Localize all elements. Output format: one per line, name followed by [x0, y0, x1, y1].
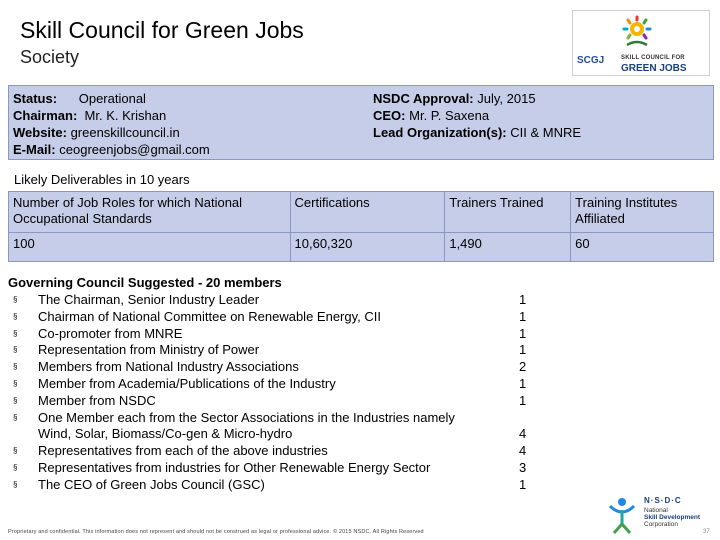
list-item-count: 1	[519, 392, 527, 408]
nsdc-logo	[604, 496, 716, 536]
bullet-icon: §	[13, 378, 18, 388]
scgj-short-label: SCGJ	[577, 55, 605, 66]
list-item	[8, 309, 538, 326]
page-number: 37	[703, 529, 710, 535]
bullet-icon: §	[13, 345, 18, 355]
list-item-text: Representation from Ministry of Power	[38, 342, 260, 358]
table-header-cell: Number of Job Roles for which National Occupational Standards	[9, 192, 291, 233]
list-item-count: 4	[519, 443, 527, 459]
table-cell: 1,490	[445, 233, 571, 262]
list-item	[8, 426, 538, 443]
list-item	[8, 326, 538, 343]
deliverables-table	[8, 191, 714, 262]
list-item-text: The Chairman, Senior Industry Leader	[38, 292, 260, 307]
list-item-count: 4	[519, 426, 527, 442]
bullet-icon: §	[13, 462, 18, 472]
list-item-count: 1	[519, 476, 527, 492]
nsdc-approval-value: July, 2015	[477, 91, 536, 106]
lead-org-value: CII & MNRE	[510, 125, 582, 140]
chairman-line: Chairman: Mr. K. Krishan	[13, 108, 167, 123]
bullet-icon: §	[13, 412, 18, 422]
nsdc-figure-logo-icon	[604, 496, 640, 534]
footer-disclaimer: Proprietary and confidential. This information does not represent and should not be construed as legal or professional advice. © 2015 NSDC. All Rights Reserved	[8, 529, 424, 535]
page-title: Skill Council for Green Jobs	[20, 17, 304, 43]
email-value: ceogreenjobs@gmail.com	[59, 142, 210, 157]
list-item	[8, 359, 538, 376]
list-item	[8, 376, 538, 393]
page-subtitle: Society	[20, 47, 80, 67]
info-panel	[8, 85, 714, 160]
table-cell: 60	[571, 233, 714, 262]
table-header-cell: Training Institutes Affiliated	[571, 192, 714, 233]
list-item	[8, 342, 538, 359]
list-item-text: The CEO of Green Jobs Council (GSC)	[38, 476, 265, 492]
ceo-line: CEO: Mr. P. Saxena	[373, 108, 490, 123]
bullet-icon: §	[13, 446, 18, 456]
website-line: Website: greenskillcouncil.in	[13, 125, 180, 140]
status-line: Status: Operational	[13, 91, 146, 106]
list-item-count: 1	[519, 375, 527, 391]
nsdc-approval-line: NSDC Approval: July, 2015	[373, 91, 536, 106]
chairman-value: Mr. K. Krishan	[84, 108, 167, 123]
logo-line2: GREEN JOBS	[621, 63, 687, 74]
list-item-text: One Member each from the Sector Associations in the Industries namely	[38, 409, 455, 425]
table-header-row	[9, 192, 714, 233]
list-item-text: Member from Academia/Publications of the Industry	[38, 375, 336, 391]
list-item-count: 2	[519, 359, 527, 375]
website-value: greenskillcouncil.in	[70, 125, 180, 140]
list-item-text: Representatives from each of the above industries	[38, 443, 328, 459]
table-header-cell: Certifications	[290, 192, 445, 233]
email-line: E-Mail: ceogreenjobs@gmail.com	[13, 142, 210, 157]
table-header-cell: Trainers Trained	[445, 192, 571, 233]
list-item-text: Members from National Industry Associations	[38, 359, 299, 375]
table-row	[9, 233, 714, 262]
nsdc-line1: National	[644, 507, 668, 514]
bullet-icon: §	[13, 479, 18, 489]
table-cell: 10,60,320	[290, 233, 445, 262]
list-item-text: Chairman of National Committee on Renewable Energy, CII	[38, 308, 381, 324]
bullet-icon: §	[13, 295, 18, 304]
status-value: Operational	[78, 91, 146, 106]
list-item-count: 1	[519, 308, 527, 324]
ceo-value: Mr. P. Saxena	[409, 108, 490, 123]
list-item	[8, 460, 538, 477]
list-item	[8, 292, 538, 309]
list-item	[8, 443, 538, 460]
list-item	[8, 477, 538, 494]
sun-figures-logo-icon	[617, 15, 657, 53]
deliverables-title: Likely Deliverables in 10 years	[14, 172, 190, 187]
lead-org-line: Lead Organization(s): CII & MNRE	[373, 125, 582, 140]
nsdc-title: N·S·D·C	[644, 496, 682, 505]
list-item-text: Co-promoter from MNRE	[38, 325, 183, 341]
list-item-text: Member from NSDC	[38, 392, 156, 408]
logo-line1: SKILL COUNCIL FOR	[621, 55, 685, 61]
scgj-logo	[572, 10, 710, 76]
list-item	[8, 393, 538, 410]
council-list	[8, 292, 538, 494]
list-item-count: 1	[519, 342, 527, 358]
bullet-icon: §	[13, 395, 18, 405]
council-title: Governing Council Suggested - 20 members	[8, 275, 282, 290]
nsdc-line3: Corporation	[644, 521, 678, 528]
bullet-icon: §	[13, 311, 18, 321]
bullet-icon: §	[13, 328, 18, 338]
list-item-count: 1	[519, 325, 527, 341]
nsdc-line2: Skill Development	[644, 514, 700, 521]
list-item-count: 1	[519, 292, 527, 307]
bullet-icon: §	[13, 362, 18, 372]
list-item-text: Wind, Solar, Biomass/Co-gen & Micro-hydro	[38, 426, 293, 442]
table-cell: 100	[9, 233, 291, 262]
list-item-text: Representatives from industries for Other Renewable Energy Sector	[38, 459, 431, 475]
list-item-count: 3	[519, 459, 527, 475]
list-item	[8, 410, 538, 427]
